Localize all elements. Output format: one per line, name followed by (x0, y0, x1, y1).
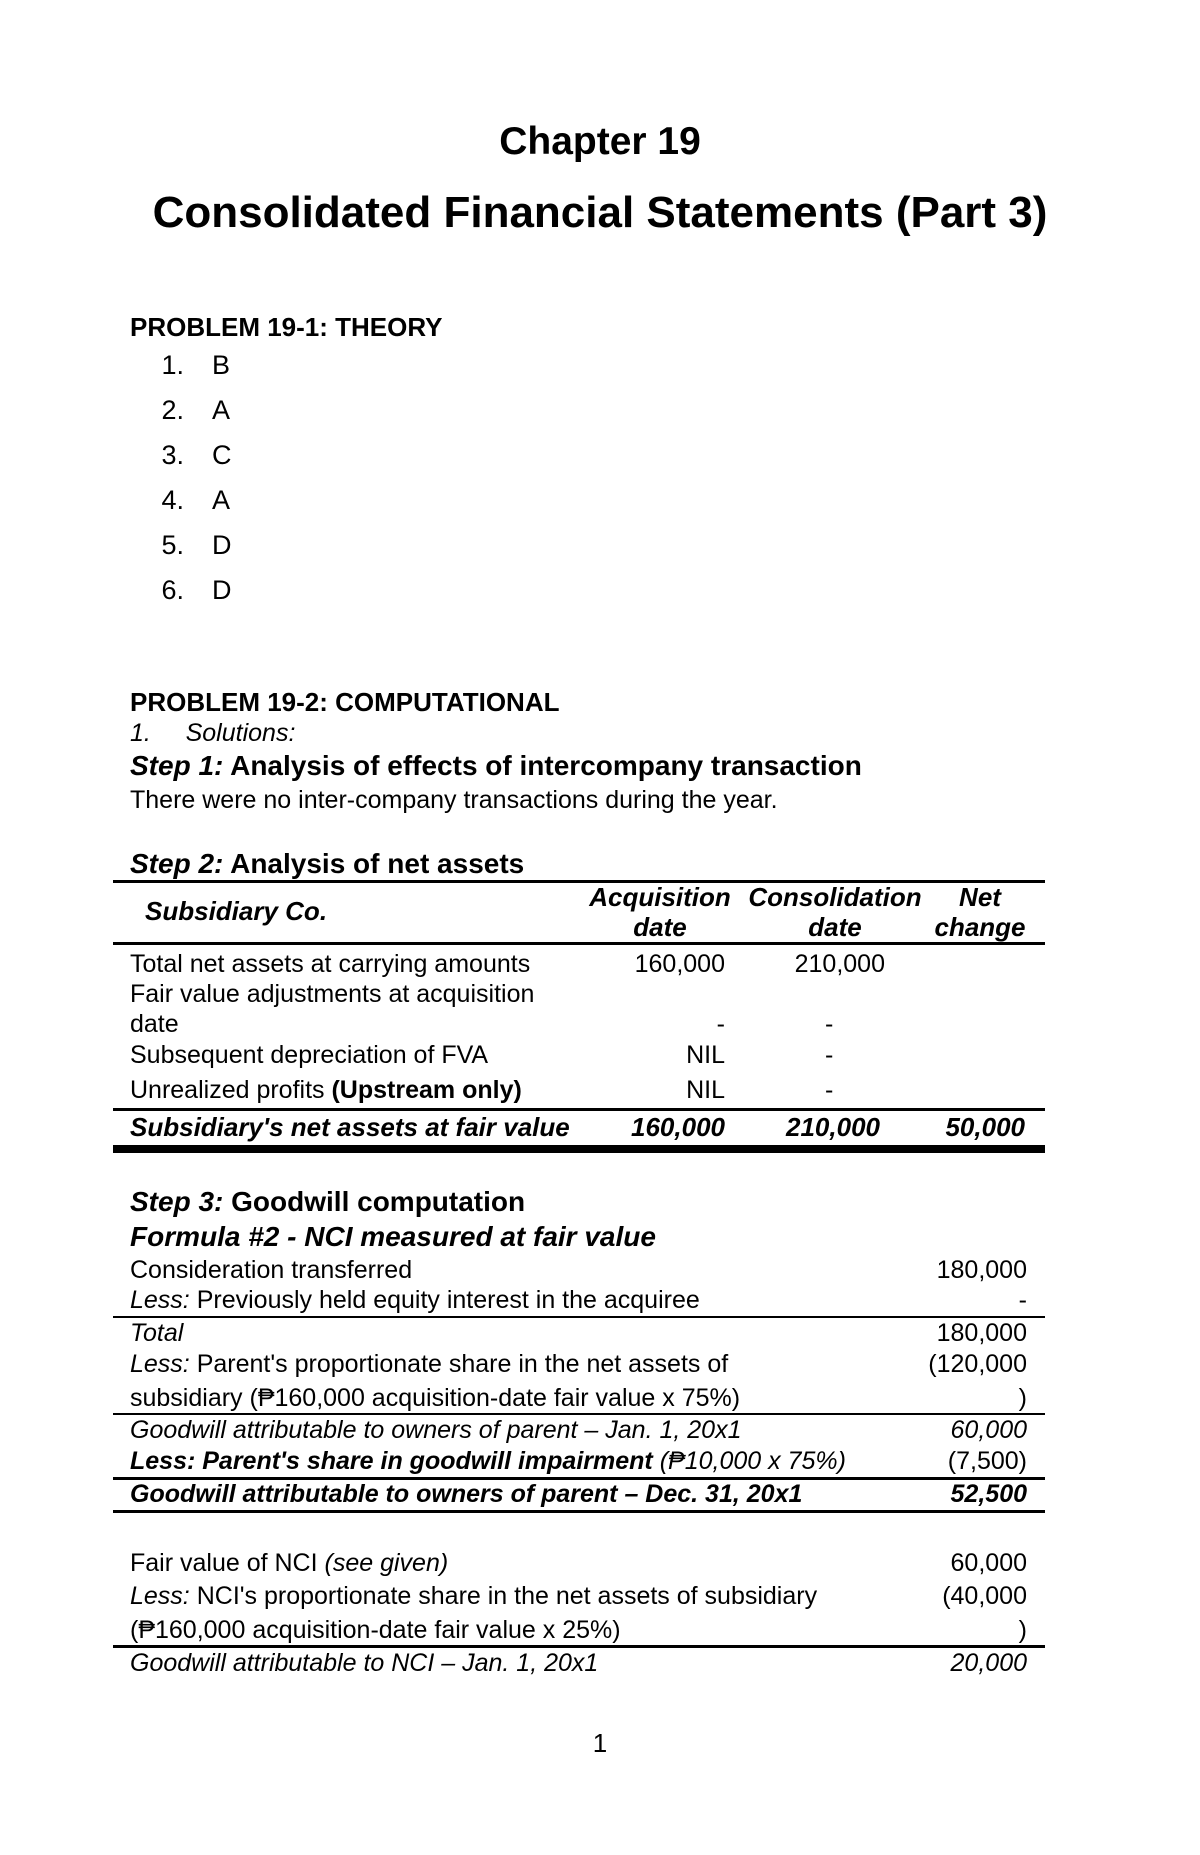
answer-item (140, 485, 232, 530)
goodwill-parent-jan-value: 60,000 (950, 1416, 1027, 1444)
table-row-label: Unrealized profits (Upstream only) (130, 1076, 522, 1104)
fv-nci-value: 60,000 (950, 1549, 1027, 1577)
document-title: Consolidated Financial Statements (Part 3) (152, 188, 1048, 237)
answer-letter: D (212, 575, 232, 605)
table-row-label: Subsequent depreciation of FVA (130, 1041, 489, 1069)
parent-share-value: (120,000 (928, 1350, 1027, 1378)
answer-list (140, 350, 232, 620)
goodwill-parent-jan-label: Goodwill attributable to owners of parent – Jan. 1, 20x1 (130, 1416, 742, 1444)
table-cell-cons: - (825, 1076, 834, 1104)
consideration-value: 180,000 (936, 1256, 1027, 1284)
table-total-cons: 210,000 (786, 1112, 880, 1142)
impairment-label: Less: Parent's share in goodwill impairment (₱10,000 x 75%) (130, 1447, 846, 1475)
answer-letter: A (212, 395, 231, 425)
answer-item (140, 575, 232, 620)
page-number: 1 (592, 1728, 608, 1758)
goodwill-parent-dec-value: 52,500 (950, 1480, 1027, 1508)
table-bottom-rule (113, 1145, 1045, 1153)
table-total-rule (113, 1108, 1045, 1111)
answer-number: 5. (161, 530, 184, 560)
table-cell-acq: - (716, 1010, 725, 1038)
goodwill-nci-value: 20,000 (950, 1649, 1027, 1677)
table-row-label: Total net assets at carrying amounts (130, 950, 531, 978)
table-row-label-cont: date (130, 1010, 179, 1038)
problem-2-heading: PROBLEM 19-2: COMPUTATIONAL (130, 687, 560, 717)
col-header-acquisition: Acquisition date (589, 882, 731, 942)
answer-letter: A (212, 485, 231, 515)
total-value: 180,000 (936, 1319, 1027, 1347)
impairment-value: (7,500) (947, 1447, 1027, 1475)
step-2-label: Step 2: (130, 848, 224, 879)
table-cell-acq: NIL (686, 1076, 725, 1104)
chapter-heading: Chapter 19 (499, 120, 701, 163)
step-3-label: Step 3: (130, 1186, 224, 1217)
answer-letter: B (212, 350, 231, 380)
step-1-title: Analysis of effects of intercompany transaction (230, 750, 862, 781)
answer-number: 3. (161, 440, 184, 470)
answer-item (140, 350, 232, 395)
answer-number: 1. (161, 350, 184, 380)
nci-share-value: (40,000 (942, 1582, 1027, 1610)
step-1-text: There were no inter-company transactions during the year. (130, 786, 778, 814)
goodwill-parent-dec-label: Goodwill attributable to owners of parent – Dec. 31, 20x1 (130, 1480, 803, 1508)
col-header-consolidation: Consolidation date (748, 882, 922, 942)
formula-heading: Formula #2 - NCI measured at fair value (130, 1221, 656, 1252)
solutions-label (130, 719, 295, 748)
table-total-net: 50,000 (945, 1112, 1025, 1142)
fv-nci-label: Fair value of NCI (see given) (130, 1549, 449, 1577)
table-row-label: Fair value adjustments at acquisition (130, 980, 535, 1008)
previously-held-label: Less: Previously held equity interest in the acquiree (130, 1286, 700, 1314)
step-2-title: Analysis of net assets (230, 848, 525, 879)
parent-share-label: Less: Parent's proportionate share in the net assets of (130, 1350, 729, 1378)
answer-item (140, 395, 232, 440)
answer-item (140, 440, 232, 485)
step-3-title: Goodwill computation (231, 1186, 526, 1217)
step-3-heading (130, 1186, 525, 1218)
step-1-label: Step 1: (130, 750, 224, 781)
step-2-heading (130, 848, 524, 880)
col-header-net-change: Net change (934, 882, 1026, 942)
table-cell-acq: NIL (686, 1041, 725, 1069)
table-cell-cons: - (825, 1041, 834, 1069)
table-cell-acq: 160,000 (634, 950, 725, 978)
nci-share-label-cont: (₱160,000 acquisition-date fair value x 25%) (130, 1616, 621, 1644)
col-header-subsidiary: Subsidiary Co. (145, 896, 328, 926)
answer-number: 6. (161, 575, 184, 605)
solutions-number: 1. (130, 719, 151, 747)
table-total-acq: 160,000 (631, 1112, 725, 1142)
table-header-rule (113, 942, 1045, 945)
parent-share-value-cont: ) (1018, 1384, 1027, 1412)
problem-1-heading: PROBLEM 19-1: THEORY (130, 312, 443, 342)
subtotal-rule (113, 1316, 1045, 1318)
table-total-label: Subsidiary's net assets at fair value (130, 1112, 570, 1142)
solutions-text: Solutions: (185, 719, 296, 747)
answer-letter: D (212, 530, 232, 560)
answer-letter: C (212, 440, 232, 470)
nci-share-label: Less: NCI's proportionate share in the net assets of subsidiary (130, 1582, 818, 1610)
total-label: Total (130, 1319, 184, 1347)
total-rule (113, 1510, 1045, 1513)
table-cell-cons: 210,000 (794, 950, 885, 978)
table-cell-cons: - (825, 1010, 834, 1038)
answer-number: 4. (161, 485, 184, 515)
previously-held-value: - (1018, 1286, 1027, 1314)
consideration-label: Consideration transferred (130, 1256, 413, 1284)
step-1-heading (130, 750, 862, 782)
nci-share-value-cont: ) (1018, 1616, 1027, 1644)
parent-share-label-cont: subsidiary (₱160,000 acquisition-date fair value x 75%) (130, 1384, 741, 1412)
answer-number: 2. (161, 395, 184, 425)
goodwill-nci-label: Goodwill attributable to NCI – Jan. 1, 20x1 (130, 1649, 599, 1677)
answer-item (140, 530, 232, 575)
